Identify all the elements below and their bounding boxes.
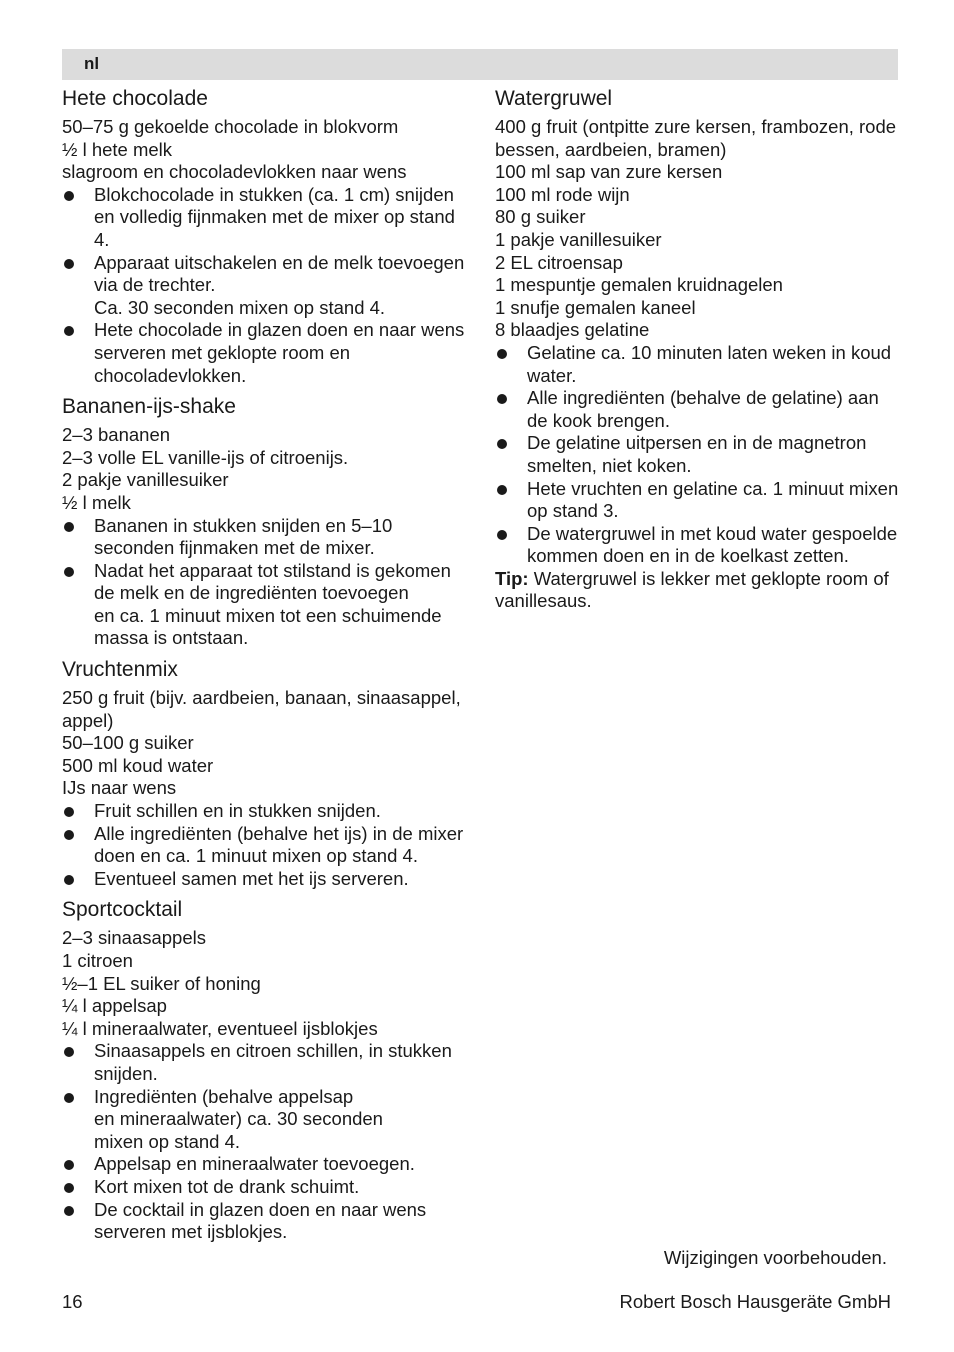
step-item: Appelsap en mineraalwater toevoegen. (62, 1153, 472, 1176)
ingredient-line: slagroom en chocoladevlokken naar wens (62, 161, 407, 183)
ingredient-line: 2–3 bananen (62, 424, 171, 446)
ingredient-line: 400 g fruit (ontpitte zure kersen, frambozen, rode bessen, aardbeien, bramen) (495, 116, 897, 160)
step-list (62, 1040, 472, 1243)
ingredient-line: ½ l hete melk (62, 138, 173, 160)
recipe-title: Watergruwel (495, 87, 613, 110)
recipe-section (62, 86, 472, 387)
ingredient-line: 2–3 volle EL vanille-ijs of citroenijs. (62, 446, 349, 468)
ingredient-line: 50–100 g suiker (62, 732, 194, 754)
step-item: Blokchocolade in stukken (ca. 1 cm) snijden en volledig fijnmaken met de mixer op stand 4. (62, 184, 472, 252)
ingredient-line: 1 citroen (62, 950, 133, 971)
step-item: Kort mixen tot de drank schuimt. (62, 1176, 472, 1199)
step-item: De cocktail in glazen doen en naar wens serveren met ijsblokjes. (62, 1199, 472, 1244)
step-item: Hete chocolade in glazen doen en naar wens serveren met geklopte room en chocoladevlokken. (62, 319, 472, 387)
ingredient-list (62, 116, 472, 184)
step-list (62, 515, 472, 651)
ingredient-list (62, 424, 472, 514)
step-item: De gelatine uitpersen en in de magnetron smelten, niet koken. (495, 432, 900, 477)
step-item: Ingrediënten (behalve appelsap en mineraalwater) ca. 30 seconden mixen op stand 4. (62, 1086, 472, 1154)
recipe-title: Vruchtenmix (62, 658, 178, 682)
ingredient-line: 1 mespuntje gemalen kruidnagelen (495, 274, 783, 296)
ingredient-line: 80 g suiker (495, 206, 586, 228)
recipe-title: Sportcocktail (62, 898, 183, 922)
ingredient-line: 50–75 g gekoelde chocolade in blokvorm (62, 116, 399, 137)
recipe-section (62, 657, 472, 890)
step-item: Bananen in stukken snijden en 5–10 seconden fijnmaken met de mixer. (62, 515, 472, 560)
recipe-title: Hete chocolade (62, 87, 208, 110)
step-item: Fruit schillen en in stukken snijden. (62, 800, 472, 823)
ingredient-line: 1 pakje vanillesuiker (495, 228, 662, 250)
recipe-section (62, 394, 472, 650)
recipe-section (62, 897, 472, 1243)
tip-paragraph (495, 568, 900, 613)
language-header-bar (62, 49, 898, 80)
step-list (495, 342, 900, 568)
step-item: Nadat het apparaat tot stilstand is gekomen de melk en de ingrediënten toevoegen en ca. 1 minuut mixen tot een schuimende massa is ontstaan. (62, 560, 472, 650)
page-number: 16 (62, 1291, 83, 1312)
left-column (62, 86, 472, 1251)
ingredient-list (62, 927, 472, 1040)
ingredient-line: ½–1 EL suiker of honing (62, 972, 261, 994)
ingredient-line: IJs naar wens (62, 777, 177, 799)
ingredient-line: 8 blaadjes gelatine (495, 319, 650, 341)
ingredient-line: 2 EL citroensap (495, 251, 623, 273)
ingredient-list (62, 687, 472, 800)
ingredient-line: 1 snufje gemalen kaneel (495, 296, 696, 318)
step-item: Eventueel samen met het ijs serveren. (62, 868, 472, 891)
step-item: Sinaasappels en citroen schillen, in stukken snijden. (62, 1040, 472, 1085)
ingredient-line: 2 pakje vanillesuiker (62, 469, 229, 491)
recipe-watergruwel (495, 86, 900, 613)
step-item: Apparaat uitschakelen en de melk toevoegen via de trechter. Ca. 30 seconden mixen op stand 4. (62, 252, 472, 320)
ingredient-line: ½ l melk (62, 491, 131, 513)
step-item: Alle ingrediënten (behalve het ijs) in de mixer doen en ca. 1 minuut mixen op stand 4. (62, 823, 472, 868)
ingredient-list (495, 116, 900, 342)
ingredient-line: 100 ml rode wijn (495, 183, 630, 205)
tip-label: Tip: (495, 567, 529, 589)
step-item: De watergruwel in met koud water gespoelde kommen doen en in de koelkast zetten. (495, 523, 900, 568)
company-name: Robert Bosch Hausgeräte GmbH (619, 1291, 891, 1312)
step-item: Gelatine ca. 10 minuten laten weken in koud water. (495, 342, 900, 387)
step-list (62, 800, 472, 890)
ingredient-line: 250 g fruit (bijv. aardbeien, banaan, sinaasappel, appel) (62, 687, 461, 731)
footer-note: Wijzigingen voorbehouden. (663, 1247, 887, 1268)
language-code: nl (84, 54, 100, 73)
step-list (62, 184, 472, 387)
ingredient-line: 2–3 sinaasappels (62, 927, 206, 949)
step-item: Hete vruchten en gelatine ca. 1 minuut mixen op stand 3. (495, 478, 900, 523)
right-column (495, 86, 900, 620)
ingredient-line: 500 ml koud water (62, 754, 214, 776)
step-item: Alle ingrediënten (behalve de gelatine) aan de kook brengen. (495, 387, 900, 432)
ingredient-line: 100 ml sap van zure kersen (495, 161, 723, 183)
recipe-title: Bananen-ijs-shake (62, 395, 236, 419)
tip-text: Watergruwel is lekker met geklopte room of vanillesaus. (495, 567, 889, 612)
ingredient-line: ¼ l mineraalwater, eventueel ijsblokjes (62, 1017, 378, 1039)
ingredient-line: ¼ l appelsap (62, 995, 167, 1017)
